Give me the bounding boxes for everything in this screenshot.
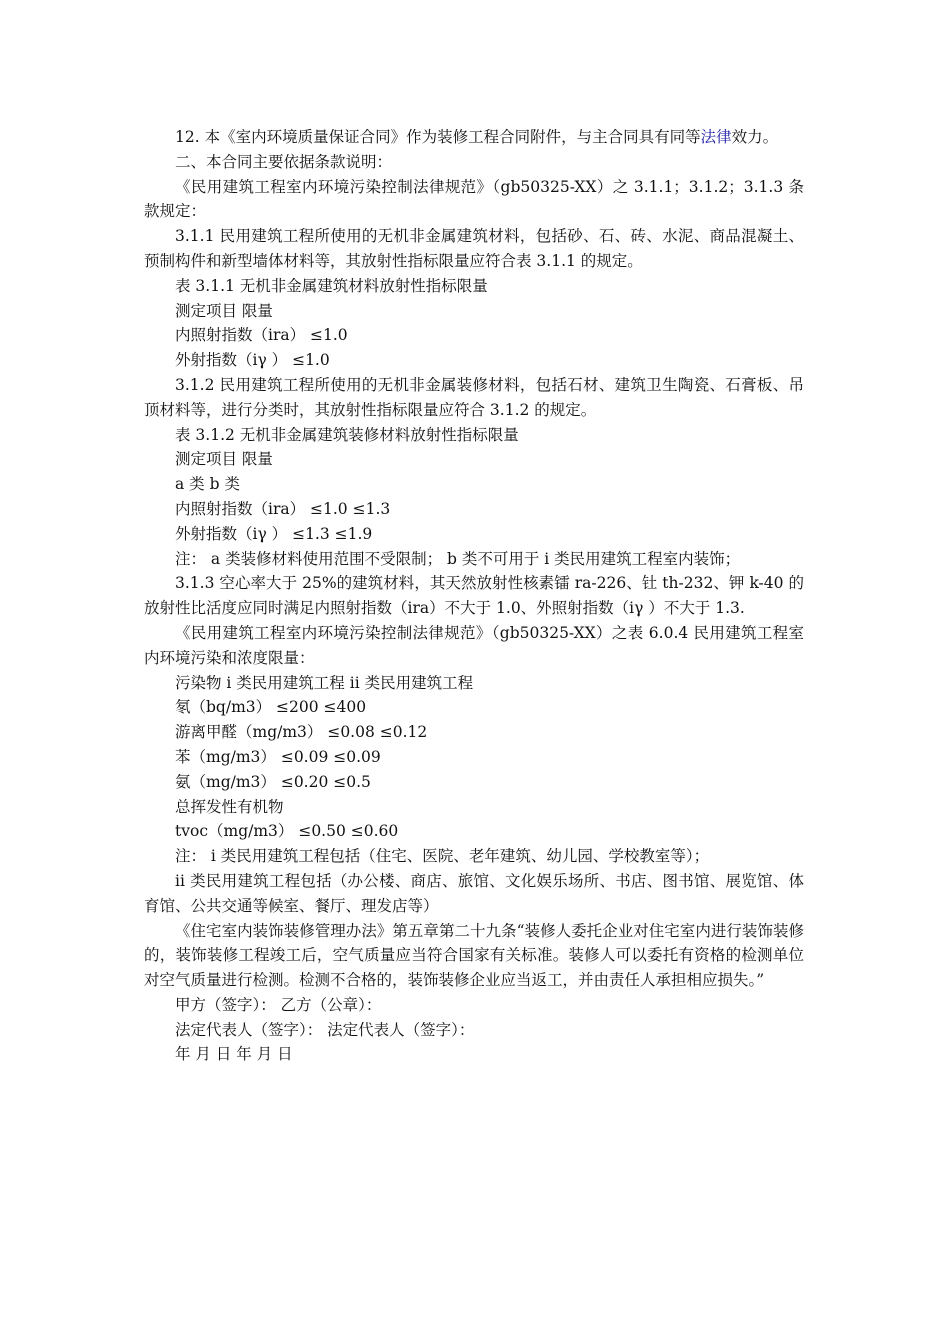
paragraph: 3.1.3 空心率大于 25%的建筑材料，其天然放射性核素镭 ra-226、钍 th-232、钾 k-40 的放射性比活度应同时满足内照射指数（ira）不大于 1.0、外照射指数（iγ ）不大于 1.3.	[144, 574, 804, 618]
law-link[interactable]: 法律	[700, 128, 732, 146]
table-line: 总挥发性有机物	[175, 797, 284, 816]
paragraph: 《民用建筑工程室内环境污染控制法律规范》（gb50325-XX）之表 6.0.4 民用建筑工程室内环境污染和浓度限量：	[144, 623, 804, 667]
date-line: 年 月 日 年 月 日	[175, 1045, 293, 1064]
table-line: 内照射指数（ira） ≤1.0	[175, 326, 348, 345]
paragraph: 3.1.2 民用建筑工程所使用的无机非金属装修材料，包括石材、建筑卫生陶瓷、石膏板、吊顶材料等，进行分类时，其放射性指标限量应符合 3.1.2 的规定。	[144, 375, 804, 419]
table-line: 游离甲醛（mg/m3） ≤0.08 ≤0.12	[175, 723, 428, 742]
table-line: 污染物 i 类民用建筑工程 ii 类民用建筑工程	[175, 673, 474, 692]
table-line: 内照射指数（ira） ≤1.0 ≤1.3	[175, 499, 391, 518]
paragraph: 《住宅室内装饰装修管理办法》第五章第二十九条“装修人委托企业对住宅室内进行装饰装修的，装饰装修工程竣工后，空气质量应当符合国家有关标准。装修人可以委托有资格的检测单位对空气质量进行检测。检测不合格的，装饰装修企业应当返工，并由责任人承担相应损失。”	[144, 921, 804, 990]
table-caption: 表 3.1.2 无机非金属建筑装修材料放射性指标限量	[175, 425, 519, 444]
clause-12: 12. 本《室内环境质量保证合同》作为装修工程合同附件，与主合同具有同等法律效力。	[175, 128, 779, 146]
table-line: 氨（mg/m3） ≤0.20 ≤0.5	[175, 772, 371, 791]
contract-body	[144, 125, 804, 1067]
signature-line: 法定代表人（签字）： 法定代表人（签字）：	[175, 1020, 475, 1039]
note: 注： i 类民用建筑工程包括（住宅、医院、老年建筑、幼儿园、学校教室等）；	[175, 847, 710, 866]
section-heading: 二、本合同主要依据条款说明：	[175, 152, 393, 171]
paragraph: 3.1.1 民用建筑工程所使用的无机非金属建筑材料，包括砂、石、砖、水泥、商品混凝土、预制构件和新型墙体材料等，其放射性指标限量应符合表 3.1.1 的规定。	[144, 227, 804, 270]
table-line: 氡（bq/m3） ≤200 ≤400	[175, 698, 367, 717]
table-line: 外射指数（iγ ） ≤1.3 ≤1.9	[175, 524, 373, 543]
table-line: 苯（mg/m3） ≤0.09 ≤0.09	[175, 747, 381, 766]
table-caption: 表 3.1.1 无机非金属建筑材料放射性指标限量	[175, 276, 488, 295]
signature-line: 甲方（签字）： 乙方（公章）：	[175, 995, 382, 1014]
table-line: a 类 b 类	[175, 475, 240, 494]
table-line: tvoc（mg/m3） ≤0.50 ≤0.60	[175, 822, 399, 841]
paragraph: 《民用建筑工程室内环境污染控制法律规范》（gb50325-XX）之 3.1.1；3.1.2；3.1.3 条款规定：	[144, 177, 804, 221]
table-line: 外射指数（iγ ） ≤1.0	[175, 351, 330, 370]
note: 注： a 类装修材料使用范围不受限制； b 类不可用于 i 类民用建筑工程室内装饰；	[175, 549, 741, 568]
note: ii 类民用建筑工程包括（办公楼、商店、旅馆、文化娱乐场所、书店、图书馆、展览馆、体育馆、公共交通等候室、餐厅、理发店等）	[144, 871, 804, 915]
table-line: 测定项目 限量	[175, 450, 273, 469]
table-line: 测定项目 限量	[175, 301, 273, 320]
